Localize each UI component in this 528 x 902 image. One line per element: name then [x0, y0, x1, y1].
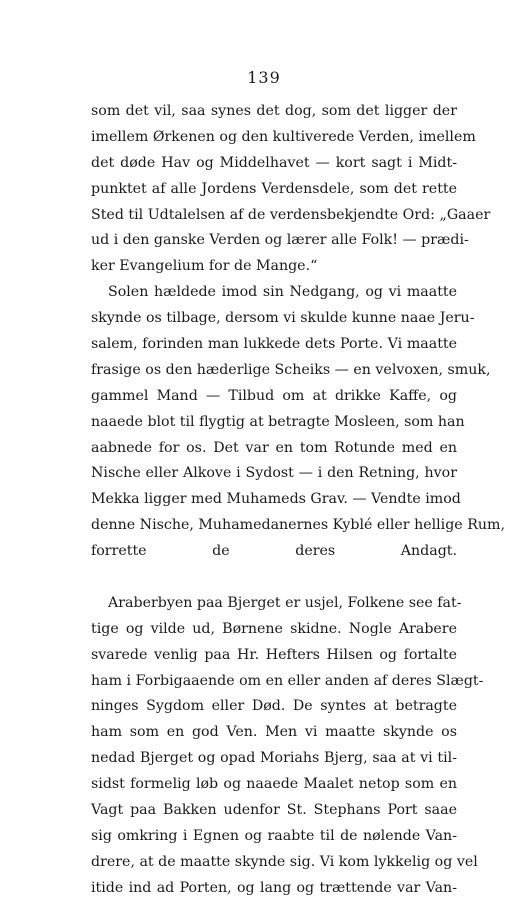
text-line: sidst formelig løb og naaede Maalet netop som en — [91, 776, 457, 793]
text-line: salem, forinden man lukkede dets Porte. Vi maatte — [91, 336, 457, 353]
text-line: ker Evangelium for de Mange.“ — [91, 258, 318, 275]
text-line: punktet af alle Jordens Verdensdele, som det rette — [91, 180, 457, 197]
text-line — [91, 565, 457, 591]
text-line: sig omkring i Egnen og raabte til de nølende Van- — [91, 827, 457, 844]
text-line: frasige os den hæderlige Scheiks — en velvoxen, smuk, — [91, 361, 491, 378]
text-line: Sted til Udtalelsen af de verdensbekjendte Ord: „Gaaer — [91, 206, 491, 223]
text-line: skynde os tilbage, dersom vi skulde kunne naae Jeru- — [91, 310, 475, 327]
text-line: nedad Bjerget og opad Moriahs Bjerg, saa at vi til- — [91, 750, 457, 767]
text-line: forrette de deres Andagt. — [91, 543, 457, 560]
text-line: naaede blot til flygtig at betragte Mosleen, som han — [91, 413, 465, 430]
text-line: denne Nische, Muhamedanernes Kyblé eller hellige Rum, — [91, 517, 505, 534]
text-line: aabnede for os. Det var en tom Rotunde med en — [91, 439, 457, 456]
paragraph — [91, 591, 484, 902]
text-line: ud i den ganske Verden og lærer alle Folk! — prædi- — [91, 232, 469, 249]
text-line: Vagt paa Bakken udenfor St. Stephans Port saae — [91, 802, 457, 819]
text-line: tige og vilde ud, Børnene skidne. Nogle Arabere — [91, 620, 457, 637]
text-line: Mekka ligger med Muhameds Grav. — Vendte imod — [91, 491, 461, 508]
text-line: ham som en god Ven. Men vi maatte skynde os — [91, 724, 457, 741]
text-line: det døde Hav og Middelhavet — kort sagt i Midt- — [91, 154, 457, 171]
text-line: Araberbyen paa Bjerget er usjel, Folkene see fat- — [108, 594, 462, 611]
text-line: itide ind ad Porten, og lang og trættende var Van- — [91, 879, 457, 896]
body-text — [91, 99, 505, 902]
text-line: imellem Ørkenen og den kultiverede Verden, imellem — [91, 128, 476, 145]
text-line: drere, at de maatte skynde sig. Vi kom lykkelig og vel — [91, 853, 478, 870]
text-line: svarede venlig paa Hr. Hefters Hilsen og fortalte — [91, 646, 457, 663]
text-line: ham i Forbigaaende om en eller anden af deres Slægt- — [91, 672, 484, 689]
text-line: som det vil, saa synes det dog, som det ligger der — [91, 103, 457, 119]
paragraph — [91, 280, 505, 591]
text-line: ninges Sygdom eller Død. De syntes at betragte — [91, 698, 457, 715]
text-line: gammel Mand — Tilbud om at drikke Kaffe, og — [91, 387, 457, 404]
paragraph — [91, 99, 491, 280]
page-number: 139 — [247, 68, 281, 87]
text-line: Nische eller Alkove i Sydost — i den Retning, hvor — [91, 465, 457, 482]
text-line: Solen hældede imod sin Nedgang, og vi maatte — [108, 284, 457, 301]
